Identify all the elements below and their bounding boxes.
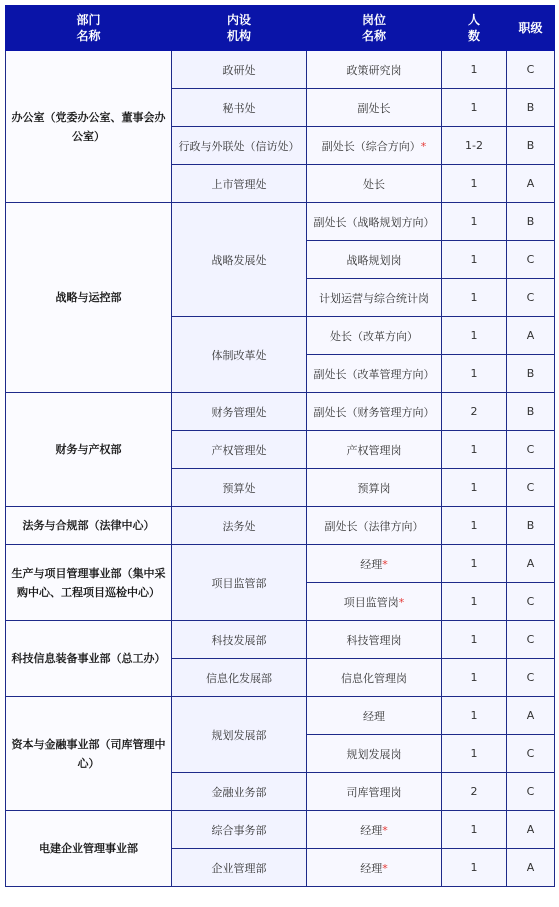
sub-cell: 政研处 bbox=[172, 51, 307, 89]
pos-cell: 副处长（改革管理方向） bbox=[307, 355, 442, 393]
pos-cell: 副处长（综合方向）* bbox=[307, 127, 442, 165]
grade-cell: C bbox=[507, 241, 555, 279]
num-cell: 1 bbox=[442, 507, 507, 545]
num-cell: 1 bbox=[442, 317, 507, 355]
pos-cell: 项目监管岗* bbox=[307, 583, 442, 621]
grade-cell: C bbox=[507, 773, 555, 811]
pos-cell: 副处长（战略规划方向） bbox=[307, 203, 442, 241]
num-cell: 1 bbox=[442, 279, 507, 317]
grade-cell: B bbox=[507, 203, 555, 241]
pos-cell: 经理* bbox=[307, 811, 442, 849]
num-cell: 1 bbox=[442, 51, 507, 89]
table-row bbox=[6, 545, 555, 583]
sub-cell: 金融业务部 bbox=[172, 773, 307, 811]
sub-cell: 项目监管部 bbox=[172, 545, 307, 621]
num-cell: 2 bbox=[442, 393, 507, 431]
pos-cell: 处长 bbox=[307, 165, 442, 203]
grade-cell: B bbox=[507, 393, 555, 431]
table-row bbox=[6, 697, 555, 735]
pos-cell: 预算岗 bbox=[307, 469, 442, 507]
pos-cell: 副处长（法律方向） bbox=[307, 507, 442, 545]
required-marker: * bbox=[382, 557, 388, 571]
required-marker: * bbox=[398, 595, 405, 609]
num-cell: 1 bbox=[442, 431, 507, 469]
grade-cell: A bbox=[507, 545, 555, 583]
dept-cell: 办公室（党委办公室、董事会办公室） bbox=[6, 51, 172, 203]
num-cell: 1 bbox=[442, 203, 507, 241]
sub-cell: 财务管理处 bbox=[172, 393, 307, 431]
table-row bbox=[6, 507, 555, 545]
grade-cell: B bbox=[507, 507, 555, 545]
grade-cell: A bbox=[507, 849, 555, 887]
required-marker: * bbox=[420, 139, 427, 153]
sub-cell: 产权管理处 bbox=[172, 431, 307, 469]
grade-cell: C bbox=[507, 659, 555, 697]
grade-cell: B bbox=[507, 127, 555, 165]
grade-cell: C bbox=[507, 621, 555, 659]
pos-cell: 经理* bbox=[307, 849, 442, 887]
pos-cell: 处长（改革方向） bbox=[307, 317, 442, 355]
pos-cell: 经理* bbox=[307, 545, 442, 583]
grade-cell: C bbox=[507, 735, 555, 773]
sub-cell: 预算处 bbox=[172, 469, 307, 507]
grade-cell: C bbox=[507, 583, 555, 621]
table-header-row bbox=[6, 6, 555, 51]
sub-cell: 秘书处 bbox=[172, 89, 307, 127]
grade-cell: A bbox=[507, 165, 555, 203]
pos-cell: 副处长（财务管理方向） bbox=[307, 393, 442, 431]
table-row bbox=[6, 51, 555, 89]
sub-cell: 上市管理处 bbox=[172, 165, 307, 203]
sub-cell: 体制改革处 bbox=[172, 317, 307, 393]
sub-cell: 企业管理部 bbox=[172, 849, 307, 887]
table-row bbox=[6, 811, 555, 849]
num-cell: 1 bbox=[442, 355, 507, 393]
pos-cell: 政策研究岗 bbox=[307, 51, 442, 89]
grade-cell: C bbox=[507, 279, 555, 317]
num-cell: 1 bbox=[442, 659, 507, 697]
sub-cell: 科技发展部 bbox=[172, 621, 307, 659]
grade-cell: C bbox=[507, 431, 555, 469]
header-dept: 部门 名称 bbox=[6, 6, 172, 51]
pos-cell: 产权管理岗 bbox=[307, 431, 442, 469]
num-cell: 2 bbox=[442, 773, 507, 811]
num-cell: 1 bbox=[442, 469, 507, 507]
table-row bbox=[6, 393, 555, 431]
dept-cell: 电建企业管理事业部 bbox=[6, 811, 172, 887]
sub-cell: 信息化发展部 bbox=[172, 659, 307, 697]
pos-cell: 战略规划岗 bbox=[307, 241, 442, 279]
sub-cell: 战略发展处 bbox=[172, 203, 307, 317]
num-cell: 1 bbox=[442, 89, 507, 127]
position-table bbox=[5, 5, 555, 887]
grade-cell: A bbox=[507, 811, 555, 849]
grade-cell: A bbox=[507, 697, 555, 735]
num-cell: 1-2 bbox=[442, 127, 507, 165]
pos-cell: 计划运营与综合统计岗 bbox=[307, 279, 442, 317]
grade-cell: C bbox=[507, 51, 555, 89]
required-marker: * bbox=[382, 861, 388, 875]
sub-cell: 规划发展部 bbox=[172, 697, 307, 773]
dept-cell: 生产与项目管理事业部（集中采购中心、工程项目巡检中心） bbox=[6, 545, 172, 621]
num-cell: 1 bbox=[442, 697, 507, 735]
grade-cell: C bbox=[507, 469, 555, 507]
num-cell: 1 bbox=[442, 849, 507, 887]
grade-cell: B bbox=[507, 89, 555, 127]
dept-cell: 财务与产权部 bbox=[6, 393, 172, 507]
dept-cell: 资本与金融事业部（司库管理中心） bbox=[6, 697, 172, 811]
num-cell: 1 bbox=[442, 811, 507, 849]
sub-cell: 综合事务部 bbox=[172, 811, 307, 849]
pos-cell: 司库管理岗 bbox=[307, 773, 442, 811]
header-pos: 岗位 名称 bbox=[307, 6, 442, 51]
pos-cell: 规划发展岗 bbox=[307, 735, 442, 773]
pos-cell: 副处长 bbox=[307, 89, 442, 127]
pos-cell: 经理 bbox=[307, 697, 442, 735]
num-cell: 1 bbox=[442, 241, 507, 279]
dept-cell: 法务与合规部（法律中心） bbox=[6, 507, 172, 545]
required-marker: * bbox=[382, 823, 388, 837]
num-cell: 1 bbox=[442, 545, 507, 583]
table-row bbox=[6, 203, 555, 241]
num-cell: 1 bbox=[442, 735, 507, 773]
header-num: 人 数 bbox=[442, 6, 507, 51]
pos-cell: 信息化管理岗 bbox=[307, 659, 442, 697]
dept-cell: 科技信息装备事业部（总工办） bbox=[6, 621, 172, 697]
grade-cell: A bbox=[507, 317, 555, 355]
grade-cell: B bbox=[507, 355, 555, 393]
num-cell: 1 bbox=[442, 583, 507, 621]
header-sub: 内设 机构 bbox=[172, 6, 307, 51]
table-row bbox=[6, 621, 555, 659]
num-cell: 1 bbox=[442, 165, 507, 203]
header-grade: 职级 bbox=[507, 6, 555, 51]
sub-cell: 行政与外联处（信访处） bbox=[172, 127, 307, 165]
sub-cell: 法务处 bbox=[172, 507, 307, 545]
dept-cell: 战略与运控部 bbox=[6, 203, 172, 393]
pos-cell: 科技管理岗 bbox=[307, 621, 442, 659]
num-cell: 1 bbox=[442, 621, 507, 659]
